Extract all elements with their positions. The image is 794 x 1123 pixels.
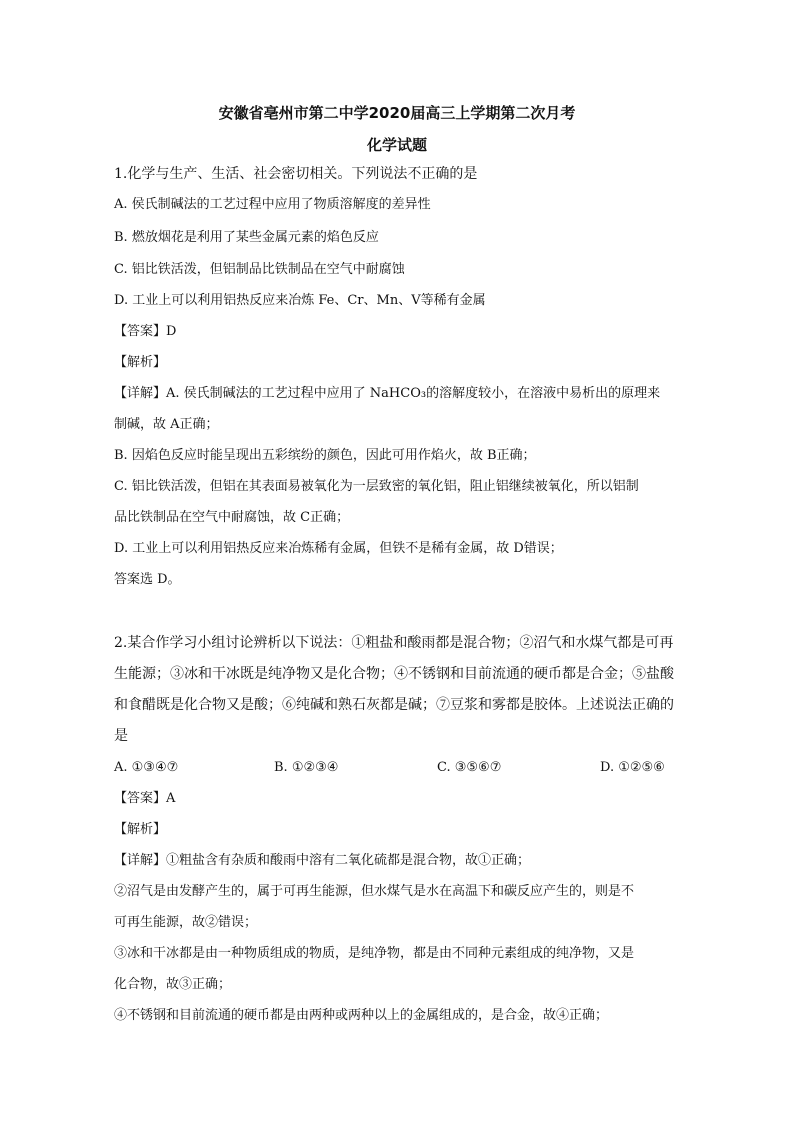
q1-detail-line: 制碱，故 A正确；	[114, 417, 219, 432]
question-2-stem: 和食醋既是化合物又是酸；⑥纯碱和熟石灰都是碱；⑦豆浆和雾都是胶体。上述说法正确的	[114, 697, 674, 713]
exam-subtitle: 化学试题	[366, 136, 427, 154]
q1-analysis-label: 【解析】	[114, 355, 167, 370]
q2-answer: 【答案】A	[114, 791, 176, 806]
q2-option-a: A. ①③④⑦	[114, 760, 179, 775]
q1-detail-line: 品比铁制品在空气中耐腐蚀，故 C正确；	[114, 510, 350, 525]
q2-option-b: B. ①②③④	[274, 760, 339, 775]
question-2-stem: 生能源；③冰和干冰既是纯净物又是化合物；④不锈钢和目前流通的硬币都是合金；⑤盐酸	[114, 666, 674, 682]
q2-detail-line: 可再生能源，故②错误；	[114, 915, 258, 930]
q2-detail-line: ③冰和干冰都是由一种物质组成的物质，是纯净物，都是由不同种元素组成的纯净物，又是	[114, 946, 635, 961]
q2-detail-line: 化合物，故③正确；	[114, 977, 232, 992]
q2-option-d: D. ①②⑤⑥	[600, 760, 665, 775]
q2-detail-line: ②沼气是由发酵产生的，属于可再生能源，但水煤气是水在高温下和碳反应产生的，则是不	[114, 884, 635, 899]
q1-option-d: D. 工业上可以利用铝热反应来冶炼 Fe、Cr、Mn、V等稀有金属	[114, 293, 486, 308]
q2-detail-line: 【详解】①粗盐含有杂质和酸雨中溶有二氧化硫都是混合物，故①正确；	[114, 853, 531, 868]
q1-answer: 【答案】D	[114, 324, 177, 339]
question-2-stem: 2.某合作学习小组讨论辨析以下说法：①粗盐和酸雨都是混合物；②沼气和水煤气都是可再	[114, 635, 674, 651]
q2-detail-line: ④不锈钢和目前流通的硬币都是由两种或两种以上的金属组成的，是合金，故④正确；	[114, 1008, 609, 1023]
q1-option-b: B. 燃放烟花是利用了某些金属元素的焰色反应	[114, 230, 379, 245]
q1-detail-line: C. 铝比铁活泼，但铝在其表面易被氧化为一层致密的氧化铝，阻止铝继续被氧化，所以铝制	[114, 479, 639, 494]
q1-detail-line: B. 因焰色反应时能呈现出五彩缤纷的颜色，因此可用作焰火，故 B正确；	[114, 448, 536, 463]
q1-detail-line: 【详解】A. 侯氏制碱法的工艺过程中应用了 NaHCO₃的溶解度较小，在溶液中易析出的原理来	[114, 386, 661, 401]
q2-option-c: C. ③⑤⑥⑦	[437, 760, 502, 775]
q1-option-a: A. 侯氏制碱法的工艺过程中应用了物质溶解度的差异性	[114, 197, 431, 212]
question-1-stem: 1.化学与生产、生活、社会密切相关。下列说法不正确的是	[114, 166, 478, 182]
q2-analysis-label: 【解析】	[114, 822, 167, 837]
exam-title: 安徽省亳州市第二中学2020届高三上学期第二次月考	[218, 104, 576, 122]
q1-detail-line: D. 工业上可以利用铝热反应来冶炼稀有金属，但铁不是稀有金属，故 D错误；	[114, 541, 563, 556]
q1-option-c: C. 铝比铁活泼，但铝制品比铁制品在空气中耐腐蚀	[114, 262, 405, 277]
q1-detail-line: 答案选 D。	[114, 572, 181, 587]
question-2-stem: 是	[114, 728, 128, 744]
